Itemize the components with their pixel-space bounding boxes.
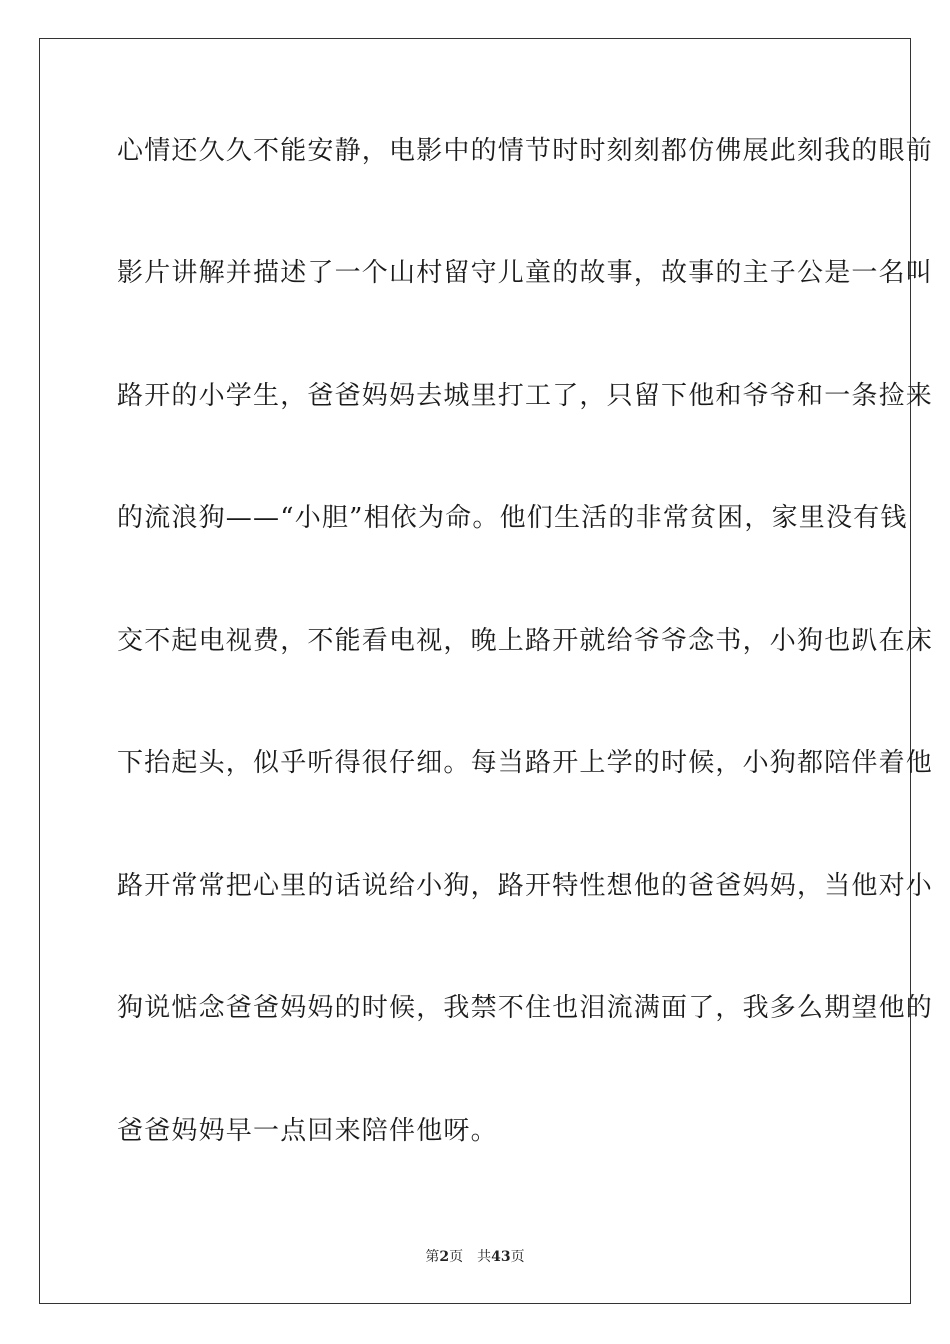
page-prefix: 第 xyxy=(425,1249,440,1265)
total-prefix: 共 xyxy=(477,1249,492,1265)
total-page-count: 43 xyxy=(491,1249,511,1265)
body-text-line: 路开常常把心里的话说给小狗，路开特性想他的爸爸妈妈，当他对小 xyxy=(117,871,934,901)
body-text-line: 心情还久久不能安静，电影中的情节时时刻刻都仿佛展此刻我的眼前 xyxy=(117,136,934,166)
total-suffix: 页 xyxy=(510,1249,525,1265)
page-suffix: 页 xyxy=(449,1249,464,1265)
body-text-line: 交不起电视费，不能看电视，晚上路开就给爷爷念书，小狗也趴在床 xyxy=(117,626,934,656)
body-text-line: 下抬起头，似乎听得很仔细。每当路开上学的时候，小狗都陪伴着他 xyxy=(117,748,934,778)
body-text-line: 影片讲解并描述了一个山村留守儿童的故事，故事的主子公是一名叫 xyxy=(117,258,934,288)
body-text-line: 的流浪狗——“小胆”相依为命。他们生活的非常贫困，家里没有钱 xyxy=(117,503,908,533)
body-text-line: 路开的小学生，爸爸妈妈去城里打工了，只留下他和爷爷和一条捡来 xyxy=(117,381,934,411)
body-text-line: 爸爸妈妈早一点回来陪伴他呀。 xyxy=(117,1116,498,1146)
current-page-number: 2 xyxy=(439,1249,450,1265)
body-text-line: 狗说惦念爸爸妈妈的时候，我禁不住也泪流满面了，我多么期望他的 xyxy=(117,993,934,1023)
page-footer xyxy=(0,1248,950,1266)
